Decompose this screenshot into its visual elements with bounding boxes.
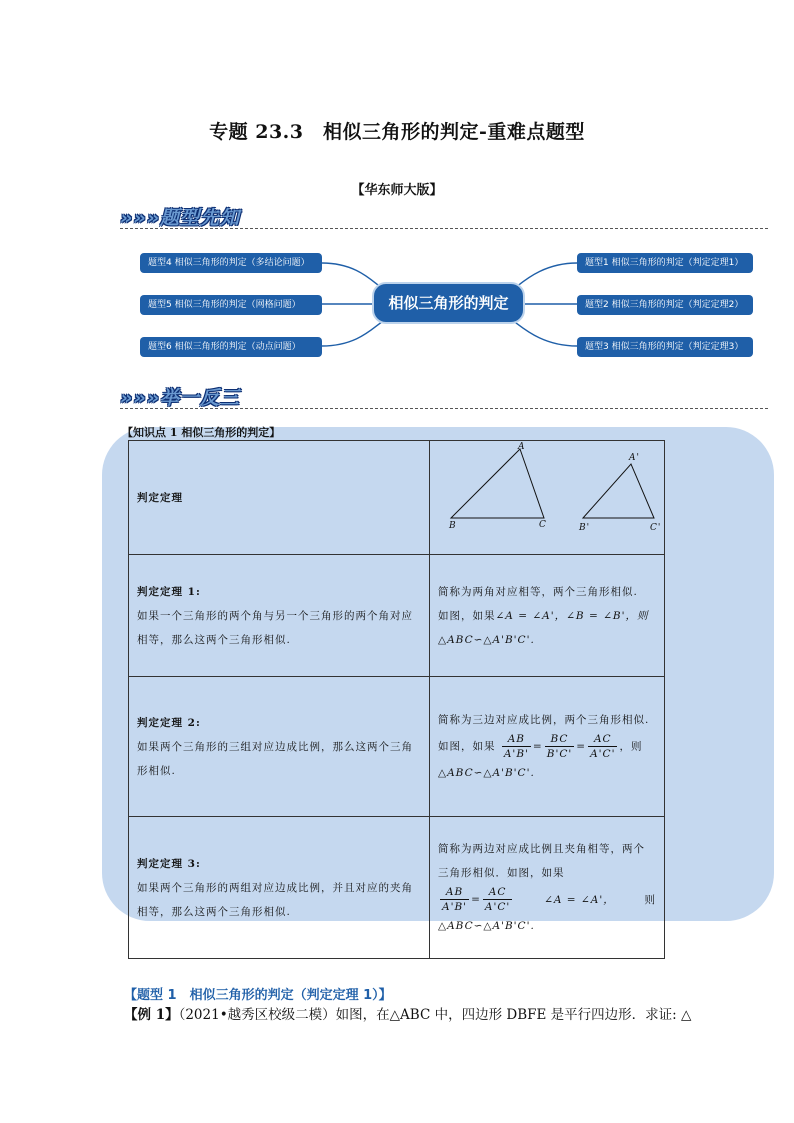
connector-left-3 xyxy=(322,320,385,346)
table-row xyxy=(129,555,665,677)
table-row xyxy=(129,441,665,555)
numerator: AB xyxy=(440,885,469,900)
denominator: A'B' xyxy=(442,901,468,913)
mindmap-item-type1: 题型1 相似三角形的判定（判定定理1） xyxy=(577,253,753,273)
banner-examples: »»»举一反三 xyxy=(120,387,241,409)
connector-right-1 xyxy=(512,263,577,290)
numerator: AC xyxy=(588,732,617,747)
denominator: A'C' xyxy=(590,748,616,760)
theorem-3-cell xyxy=(129,817,430,959)
cond-prefix: 如图，如果 xyxy=(438,740,496,753)
example-1 xyxy=(124,1003,691,1023)
mindmap-item-type5: 题型5 相似三角形的判定（网格问题） xyxy=(140,295,322,315)
theorem-table xyxy=(128,440,665,959)
theorem-2-name: 判定定理 2: xyxy=(137,716,201,729)
page-title: 专题 23.3 相似三角形的判定-重难点题型 xyxy=(209,121,585,143)
table-row xyxy=(129,817,665,959)
mindmap-item-type3: 题型3 相似三角形的判定（判定定理3） xyxy=(577,337,753,357)
triangle-abc xyxy=(451,449,544,518)
fraction xyxy=(502,732,531,761)
theorem-3-condition: $\frac{AB}{A'B'}$ = $\frac{AC}{A'C'}$ ∠A = ∠A'， 则 xyxy=(442,886,656,913)
theorem-2-desc: 如果两个三角形的三组对应边成比例，那么这两个三角形相似. xyxy=(137,740,413,777)
vertex-c: C xyxy=(539,520,547,530)
cond-angle: ∠A = ∠A'， xyxy=(544,893,615,906)
theorem-3-desc: 如果两个三角形的两组对应边成比例，并且对应的夹角相等，那么这两个三角形相似. xyxy=(137,881,413,918)
figure-cell xyxy=(430,441,665,555)
edition-label: 【华东师大版】 xyxy=(351,183,443,198)
theorem-1-desc: 如果一个三角形的两个角与另一个三角形的两个角对应相等，那么这两个三角形相似. xyxy=(137,609,413,646)
type-1-heading: 【题型 1 相似三角形的判定（判定定理 1）】 xyxy=(124,988,392,1003)
theorem-1-explain xyxy=(430,555,665,677)
denominator: A'C' xyxy=(484,901,511,913)
vertex-a: A xyxy=(518,442,526,452)
divider xyxy=(120,408,768,409)
triangles-figure xyxy=(430,441,682,545)
connector-right-3 xyxy=(512,320,577,346)
fraction xyxy=(440,885,469,914)
header-label: 判定定理 xyxy=(137,491,183,504)
fraction xyxy=(483,885,512,914)
theorem-2-summary: 简称为三边对应成比例，两个三角形相似. xyxy=(438,714,650,726)
triangle-abc-prime xyxy=(583,464,654,518)
theorem-2-cell xyxy=(129,677,430,817)
mindmap-item-type4: 题型4 相似三角形的判定（多结论问题） xyxy=(140,253,322,273)
theorem-1-result: △ABC∽△A'B'C'. xyxy=(438,633,535,646)
cond-prefix: 如图，如果 xyxy=(438,609,496,622)
mindmap-center: 相似三角形的判定 xyxy=(372,282,525,324)
fraction xyxy=(545,732,575,761)
theorem-2-result: △ABC∽△A'B'C'. xyxy=(438,767,535,779)
theorem-3-summary: 简称为两边对应成比例且夹角相等，两个三角形相似．如图，如果 xyxy=(438,843,645,879)
vertex-c-prime: C' xyxy=(650,523,662,533)
knowledge-point-label: 【知识点 1 相似三角形的判定】 xyxy=(122,426,281,439)
vertex-a-prime: A' xyxy=(629,453,640,463)
banner-question-types: »»»题型先知 xyxy=(120,207,241,229)
fraction xyxy=(588,732,617,761)
cond-angles: ∠A = ∠A'，∠B = ∠B'，则 xyxy=(495,609,649,622)
theorem-3-result: △ABC∽△A'B'C'. xyxy=(438,920,535,932)
example-text: （2021•越秀区校级二模）如图，在△ABC 中，四边形 DBFE 是平行四边形．求证: △ xyxy=(178,1007,692,1023)
denominator: B'C' xyxy=(546,748,573,760)
theorem-1-cell xyxy=(129,555,430,677)
vertex-b: B xyxy=(449,521,457,531)
cond-suffix: ，则 xyxy=(619,740,643,753)
theorem-3-name: 判定定理 3: xyxy=(137,857,201,870)
table-row xyxy=(129,677,665,817)
theorem-1-condition xyxy=(438,604,656,628)
theorem-1-name: 判定定理 1: xyxy=(137,585,201,598)
cond-then: 则 xyxy=(644,893,656,906)
numerator: BC xyxy=(545,732,575,747)
example-label: 【例 1】 xyxy=(124,1007,179,1023)
denominator: A'B' xyxy=(503,748,529,760)
mindmap-item-type6: 题型6 相似三角形的判定（动点问题） xyxy=(140,337,322,357)
numerator: AC xyxy=(483,885,512,900)
divider xyxy=(120,228,768,229)
theorem-2-explain xyxy=(430,677,665,817)
header-cell xyxy=(129,441,430,555)
theorem-3-explain xyxy=(430,817,665,959)
numerator: AB xyxy=(502,732,531,747)
theorem-2-condition: 如图，如果 $\frac{AB}{A'B'}$ = $\frac{BC}{B'C'}$ = $\frac{AC}{A'C'}$ ，则 xyxy=(438,733,643,760)
vertex-b-prime: B' xyxy=(579,523,591,533)
mindmap-item-type2: 题型2 相似三角形的判定（判定定理2） xyxy=(577,295,753,315)
theorem-1-summary: 简称为两角对应相等，两个三角形相似. xyxy=(438,585,638,598)
